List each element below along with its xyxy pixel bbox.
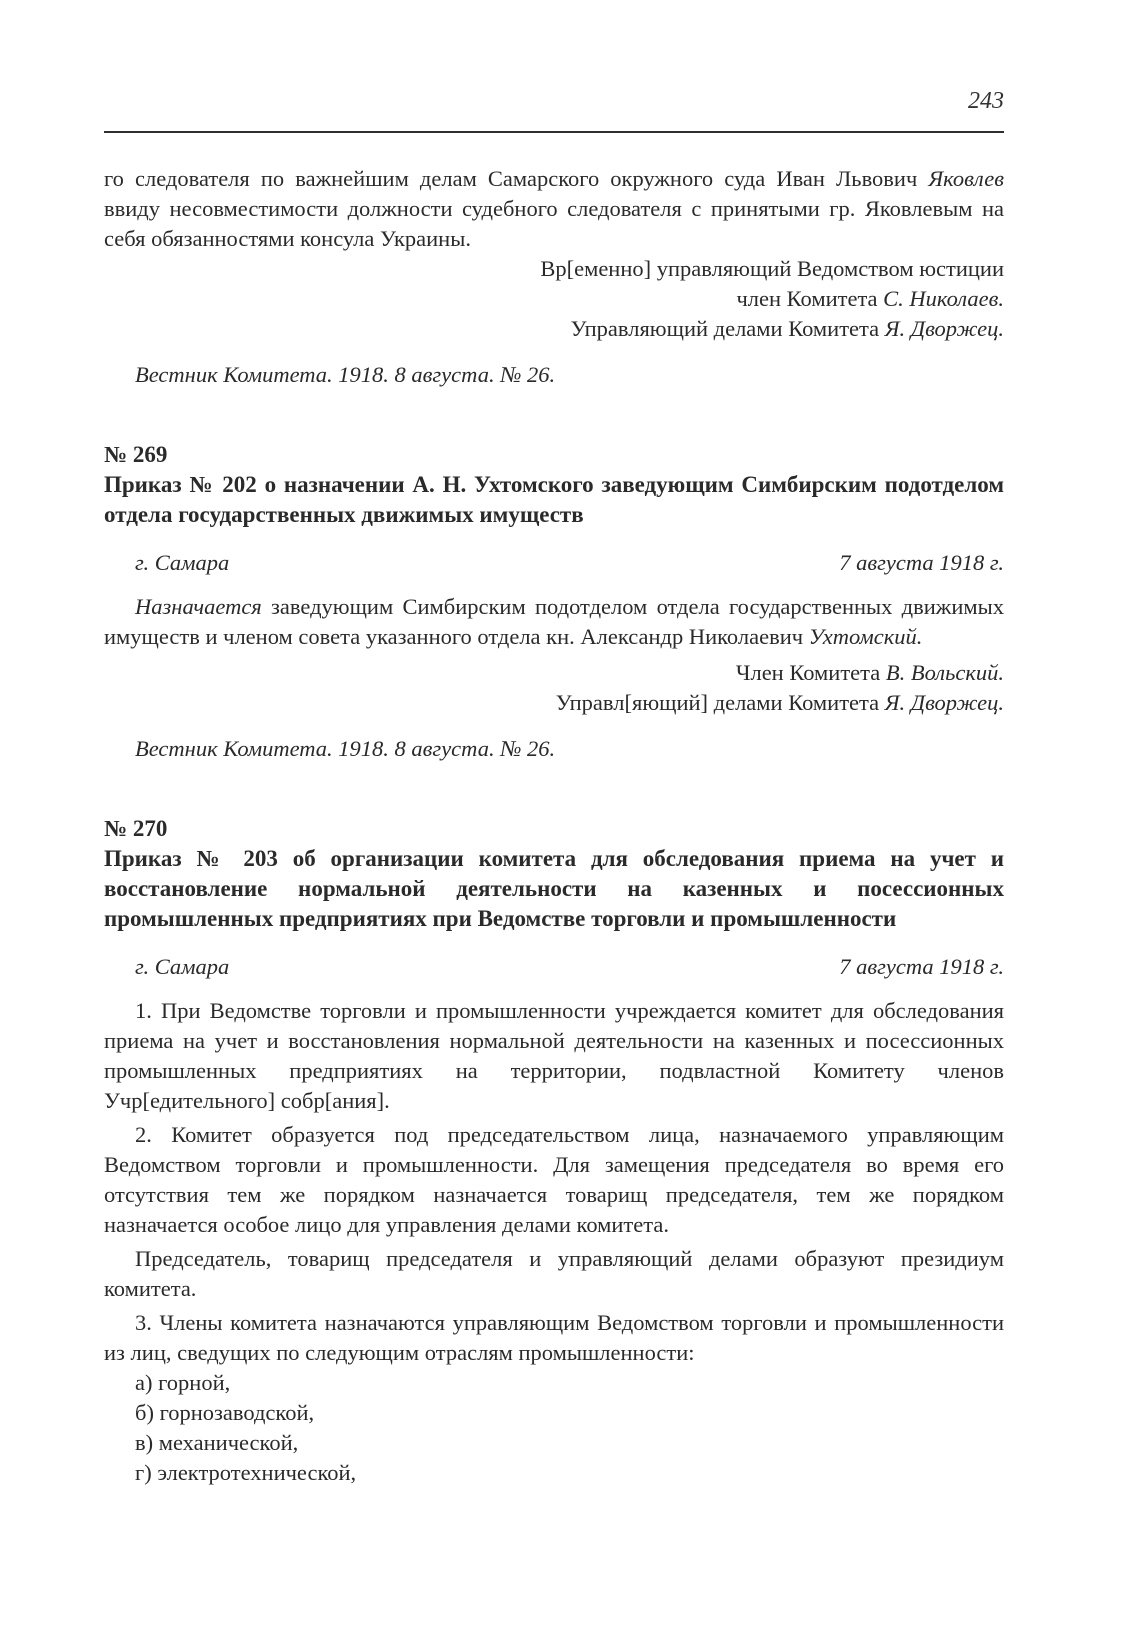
sig-prefix: член Комитета (736, 286, 884, 311)
list-item: а) горной, (135, 1370, 231, 1395)
doc-270-paragraph-2: 2. Комитет образуется под председательством лица, назначаемого управляющим Ведомством торговли и промышленности. Для замещения председателя во время его отсутствия тем же порядком назначается товарищ председателя, тем же порядком назначается особое лицо для управления делами комитета. (104, 1122, 1004, 1237)
body-italic: Назначается (135, 594, 262, 619)
intro-signature-2 (104, 284, 1004, 314)
intro-paragraph (104, 164, 1004, 254)
doc-269-body (104, 592, 1004, 652)
sig-prefix: Управл[яющий] делами Комитета (555, 690, 885, 715)
intro-source: Вестник Комитета. 1918. 8 августа. № 26. (135, 362, 556, 387)
doc-270-place-date (104, 952, 1004, 982)
doc-269-place-date (104, 548, 1004, 578)
intro-text-b: ввиду несовместимости должности судебного следователя с принятыми гр. Яковлевым на себя обязанностями консула Украины. (104, 196, 1004, 251)
doc-270-title: Приказ № 203 об организации комитета для обследования приема на учет и восстановление нормальной деятельности на казенных и посессионных промышленных предприятиях при Ведомстве торговли и промышленности (104, 846, 1004, 931)
doc-270-list (104, 1368, 1004, 1488)
doc-269-signature-1 (104, 658, 1004, 688)
list-item: б) горнозаводской, (135, 1400, 315, 1425)
sig-name: Я. Дворжец. (884, 690, 1004, 715)
sig-prefix: Член Комитета (735, 660, 886, 685)
doc-269-source: Вестник Комитета. 1918. 8 августа. № 26. (135, 736, 556, 761)
doc-269-date: 7 августа 1918 г. (839, 550, 1004, 575)
intro-signature-1: Вр[еменно] управляющий Ведомством юстиции (540, 256, 1004, 281)
doc-270-number: № 270 (104, 816, 168, 841)
intro-name: Яковлев (928, 166, 1004, 191)
sig-name: В. Вольский. (885, 660, 1004, 685)
page-number: 243 (968, 88, 1004, 114)
doc-270-paragraph-3: Председатель, товарищ председателя и управляющий делами образуют президиум комитета. (104, 1246, 1004, 1301)
intro-text-a: го следователя по важнейшим делам Самарского окружного суда Иван Львович (104, 166, 929, 191)
doc-269-number: № 269 (104, 442, 168, 467)
doc-269-title: Приказ № 202 о назначении А. Н. Ухтомского заведующим Симбирским подотделом отдела государственных движимых имуществ (104, 472, 1004, 527)
doc-270-place: г. Самара (135, 954, 230, 979)
sig-name: Я. Дворжец. (884, 316, 1004, 341)
list-item: в) механической, (135, 1430, 299, 1455)
doc-269-place: г. Самара (135, 550, 230, 575)
sig-name: С. Николаев. (883, 286, 1004, 311)
doc-270-paragraph-1: 1. При Ведомстве торговли и промышленности учреждается комитет для обследования приема на учет и восстановления нормальной деятельности на казенных и посессионных промышленных предприятиях на территории, подвластной Комитету членов Учр[едительного] собр[ания]. (104, 998, 1004, 1113)
doc-270-date: 7 августа 1918 г. (839, 954, 1004, 979)
doc-270-paragraph-4: 3. Члены комитета назначаются управляющим Ведомством торговли и промышленности из лиц, сведущих по следующим отраслям промышленности: (104, 1310, 1004, 1365)
sig-prefix: Управляющий делами Комитета (570, 316, 885, 341)
header-rule (104, 131, 1004, 133)
body-name: Ухтомский. (808, 624, 923, 649)
doc-269-signature-2 (104, 688, 1004, 718)
list-item: г) электротехнической, (135, 1460, 357, 1485)
content (104, 164, 1004, 1488)
intro-signature-3 (104, 314, 1004, 344)
body-text: заведующим Симбирским подотделом отдела государственных движимых имуществ и членом совета указанного отдела кн. Александр Николаевич (104, 594, 1004, 649)
